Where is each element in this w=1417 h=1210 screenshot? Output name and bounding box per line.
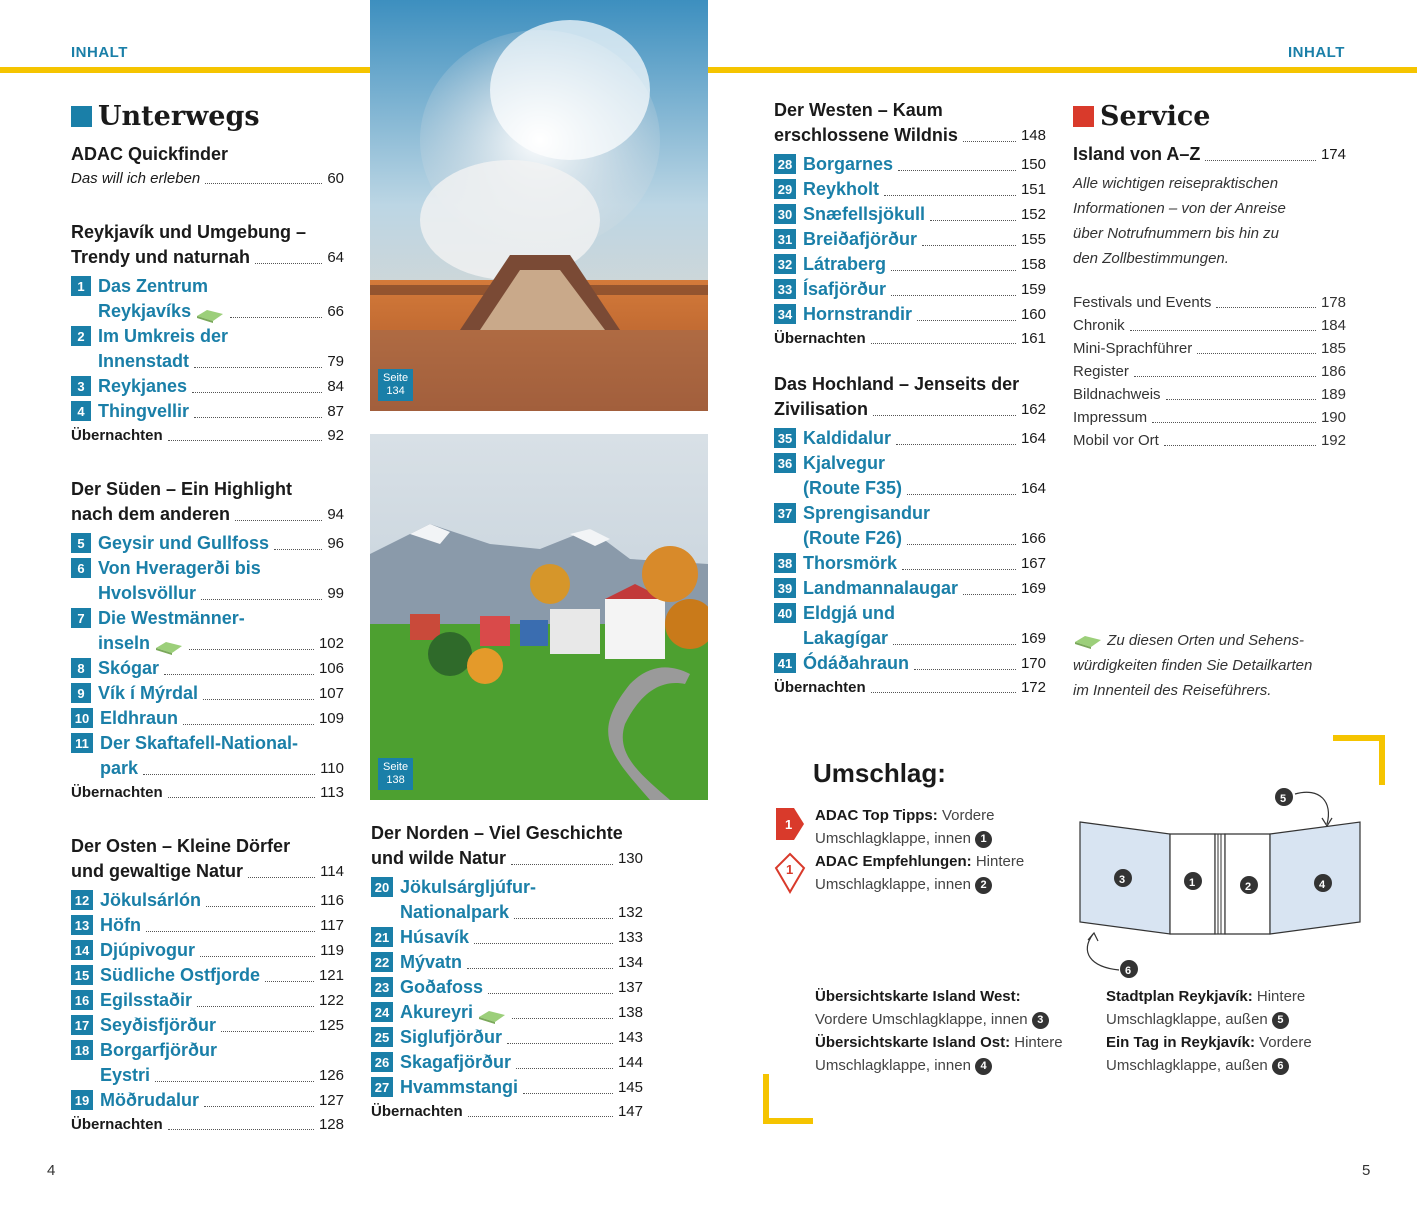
- chapter-title-row[interactable]: Trendy und naturnah 64: [71, 247, 344, 267]
- chapter-title[interactable]: Der Westen – Kaum: [774, 100, 943, 120]
- toc-service: [1073, 100, 1346, 452]
- number-circle-icon: 2: [975, 877, 992, 894]
- page-ref-badge: Seite 134: [378, 369, 413, 401]
- chapter-title[interactable]: Reykjavík und Umgebung –: [71, 222, 307, 242]
- toc-entry[interactable]: 4 Thingvellir 87: [71, 399, 344, 424]
- overnight-row[interactable]: Übernachten 161: [774, 330, 1046, 347]
- toc-entry[interactable]: 20 Jökulsárgljúfur- Nationalpark 132: [371, 875, 643, 925]
- number-circle-icon: 4: [975, 1058, 992, 1075]
- toc-entry[interactable]: 26 Skagafjörður 144: [371, 1050, 643, 1075]
- red-square-icon: [1073, 106, 1094, 127]
- toc-entry[interactable]: 16 Egilsstaðir 122: [71, 988, 344, 1013]
- chapter-title-row[interactable]: nach dem anderen 94: [71, 504, 344, 524]
- svg-text:6: 6: [1125, 965, 1132, 977]
- toc-entry[interactable]: 2 Im Umkreis der Innenstadt 79: [71, 324, 344, 374]
- svg-text:1: 1: [1189, 877, 1196, 889]
- overnight-row[interactable]: Übernachten 92: [71, 427, 344, 444]
- toc-row[interactable]: Island von A–Z 174: [1073, 144, 1346, 164]
- map-icon: [477, 1007, 507, 1025]
- toc-entry[interactable]: 12 Jökulsárlón 116: [71, 888, 344, 913]
- toc-entry[interactable]: 34 Hornstrandir 160: [774, 302, 1046, 327]
- toc-entry[interactable]: 11 Der Skaftafell-National- park 110: [71, 731, 344, 781]
- toc-entry[interactable]: 32 Látraberg 158: [774, 252, 1046, 277]
- toc-entry[interactable]: 29 Reykholt 151: [774, 177, 1046, 202]
- map-icon: [154, 638, 184, 656]
- toc-entry[interactable]: 31 Breiðafjörður 155: [774, 227, 1046, 252]
- photo-steam-vent: [370, 0, 708, 411]
- toc-entry[interactable]: 19 Möðrudalur 127: [71, 1088, 344, 1113]
- photo-town-valley: [370, 434, 708, 800]
- toc-entry[interactable]: 17 Seyðisfjörður 125: [71, 1013, 344, 1038]
- toc-entry[interactable]: 33 Ísafjörður 159: [774, 277, 1046, 302]
- header-label-left: INHALT: [71, 44, 128, 61]
- toc-entry[interactable]: 22 Mývatn 134: [371, 950, 643, 975]
- toc-row[interactable]: Mobil vor Ort 192: [1073, 432, 1346, 449]
- number-circle-icon: 1: [975, 831, 992, 848]
- toc-unterwegs: [71, 100, 344, 1136]
- top-tipp-icon: [776, 804, 806, 844]
- toc-entry[interactable]: 6 Von Hveragerði bis Hvolsvöllur 99: [71, 556, 344, 606]
- number-circle-icon: 5: [1272, 1012, 1289, 1029]
- toc-norden: [371, 821, 643, 1123]
- recommendation-icon: [774, 852, 806, 894]
- blue-square-icon: [71, 106, 92, 127]
- corner-bracket: [763, 1074, 769, 1124]
- cover-tips: ADAC Top Tipps: Vordere Umschlagklappe, innen 1 ADAC Empfehlungen: Hintere Umschlagklappe, innen 2: [815, 807, 1025, 893]
- recommendation-icon-number: 1: [786, 862, 794, 877]
- toc-entry[interactable]: 28 Borgarnes 150: [774, 152, 1046, 177]
- toc-entry[interactable]: 5 Geysir und Gullfoss 96: [71, 531, 344, 556]
- toc-entry[interactable]: 25 Siglufjörður 143: [371, 1025, 643, 1050]
- chapter-title[interactable]: Das Hochland – Jenseits der: [774, 374, 1020, 394]
- section-heading-service: Service: [1073, 100, 1346, 132]
- map-icon: [1073, 632, 1103, 650]
- toc-row[interactable]: Chronik 184: [1073, 317, 1346, 334]
- toc-entry[interactable]: 1 Das Zentrum Reykjavíks 66: [71, 274, 344, 324]
- svg-text:4: 4: [1319, 879, 1326, 891]
- header-rule-left: [0, 67, 370, 73]
- cover-title: Umschlag:: [813, 758, 946, 788]
- diagram-marker-4: [1314, 874, 1332, 892]
- toc-row[interactable]: Das will ich erleben 60: [71, 170, 344, 187]
- diagram-marker-1: [1184, 872, 1202, 890]
- toc-entry[interactable]: 36 Kjalvegur (Route F35) 164: [774, 451, 1046, 501]
- toc-entry[interactable]: 7 Die Westmänner- inseln 102: [71, 606, 344, 656]
- toc-entry[interactable]: 18 Borgarfjörður Eystri 126: [71, 1038, 344, 1088]
- toc-entry[interactable]: 21 Húsavík 133: [371, 925, 643, 950]
- page-number-left: 4: [47, 1162, 56, 1179]
- toc-row[interactable]: Mini-Sprachführer 185: [1073, 340, 1346, 357]
- service-description: Alle wichtigen reisepraktischen Informationen – von der Anreise über Notrufnummern bis hin zu den Zollbestimmungen.: [1073, 175, 1286, 267]
- toc-entry[interactable]: 14 Djúpivogur 119: [71, 938, 344, 963]
- header-label-right: INHALT: [1288, 44, 1345, 61]
- toc-entry[interactable]: 41 Ódáðahraun 170: [774, 651, 1046, 676]
- toc-entry[interactable]: 27 Hvammstangi 145: [371, 1075, 643, 1100]
- header-rule-right: [708, 67, 1417, 73]
- diagram-marker-5: [1275, 788, 1293, 806]
- overnight-row[interactable]: Übernachten 113: [71, 784, 344, 801]
- toc-entry[interactable]: 10 Eldhraun 109: [71, 706, 344, 731]
- chapter-title[interactable]: Der Norden – Viel Geschichte: [371, 823, 623, 843]
- town-valley-illustration: [370, 434, 708, 800]
- toc-entry[interactable]: 13 Höfn 117: [71, 913, 344, 938]
- toc-west-highlands: [774, 98, 1046, 699]
- overnight-row[interactable]: Übernachten 128: [71, 1116, 344, 1133]
- svg-text:3: 3: [1119, 874, 1126, 886]
- diagram-marker-2: [1240, 876, 1258, 894]
- page-ref-badge: Seite 138: [378, 758, 413, 790]
- arrow-curve: [1087, 934, 1119, 970]
- toc-row[interactable]: Festivals und Events 178: [1073, 294, 1346, 311]
- toc-row[interactable]: Register 186: [1073, 363, 1346, 380]
- corner-bracket: [1379, 735, 1385, 785]
- toc-entry[interactable]: 23 Goðafoss 137: [371, 975, 643, 1000]
- toc-entry[interactable]: 24 Akureyri 138: [371, 1000, 643, 1025]
- toc-entry[interactable]: 3 Reykjanes 84: [71, 374, 344, 399]
- corner-bracket: [763, 1118, 813, 1124]
- chapter-title[interactable]: Der Osten – Kleine Dörfer: [71, 836, 291, 856]
- toc-entry[interactable]: 8 Skógar 106: [71, 656, 344, 681]
- quickfinder-title: ADAC Quickfinder: [71, 144, 229, 164]
- overnight-row[interactable]: Übernachten 172: [774, 679, 1046, 696]
- svg-text:5: 5: [1280, 793, 1287, 805]
- page-number-right: 5: [1362, 1162, 1371, 1179]
- toc-entry[interactable]: 35 Kaldidalur 164: [774, 426, 1046, 451]
- cover-maps-left: Übersichtskarte Island West: Vordere Umschlagklappe, innen 3 Übersichtskarte Island Ost: Hintere Umschlagklappe, innen 4: [815, 988, 1063, 1074]
- toc-entry[interactable]: 39 Landmannalaugar 169: [774, 576, 1046, 601]
- map-icon: [195, 306, 225, 324]
- svg-text:2: 2: [1245, 881, 1252, 893]
- toc-entry[interactable]: 40 Eldgjá und Lakagígar 169: [774, 601, 1046, 651]
- toc-entry[interactable]: 38 Thorsmörk 167: [774, 551, 1046, 576]
- steam-vent-illustration: [370, 0, 708, 411]
- number-circle-icon: 6: [1272, 1058, 1289, 1075]
- cover-maps-right: Stadtplan Reykjavík: Hintere Umschlagklappe, außen 5 Ein Tag in Reykjavík: Vordere Umschlagklappe, außen 6: [1106, 988, 1312, 1074]
- map-note: Zu diesen Orten und Sehens- würdigkeiten finden Sie Detailkarten im Innenteil des Reiseführers.: [1073, 632, 1313, 699]
- toc-entry[interactable]: 9 Vík í Mýrdal 107: [71, 681, 344, 706]
- section-heading-unterwegs: Unterwegs: [71, 100, 344, 132]
- corner-bracket: [1333, 735, 1385, 741]
- diagram-marker-3: [1114, 869, 1132, 887]
- overnight-row[interactable]: Übernachten 147: [371, 1103, 643, 1120]
- toc-entry[interactable]: 15 Südliche Ostfjorde 121: [71, 963, 344, 988]
- chapter-title[interactable]: Der Süden – Ein Highlight: [71, 479, 293, 499]
- diagram-marker-6: [1120, 960, 1138, 978]
- toc-row[interactable]: Impressum 190: [1073, 409, 1346, 426]
- top-tipp-icon-number: 1: [785, 817, 793, 832]
- chapter-title-row[interactable]: und wilde Natur 130: [371, 848, 643, 868]
- number-circle-icon: 3: [1032, 1012, 1049, 1029]
- chapter-title-row[interactable]: Zivilisation 162: [774, 399, 1046, 419]
- cover-fold-diagram: [1075, 782, 1375, 982]
- toc-entry[interactable]: 30 Snæfellsjökull 152: [774, 202, 1046, 227]
- chapter-title-row[interactable]: und gewaltige Natur 114: [71, 861, 344, 881]
- chapter-title-row[interactable]: erschlossene Wildnis 148: [774, 125, 1046, 145]
- toc-entry[interactable]: 37 Sprengisandur (Route F26) 166: [774, 501, 1046, 551]
- toc-row[interactable]: Bildnachweis 189: [1073, 386, 1346, 403]
